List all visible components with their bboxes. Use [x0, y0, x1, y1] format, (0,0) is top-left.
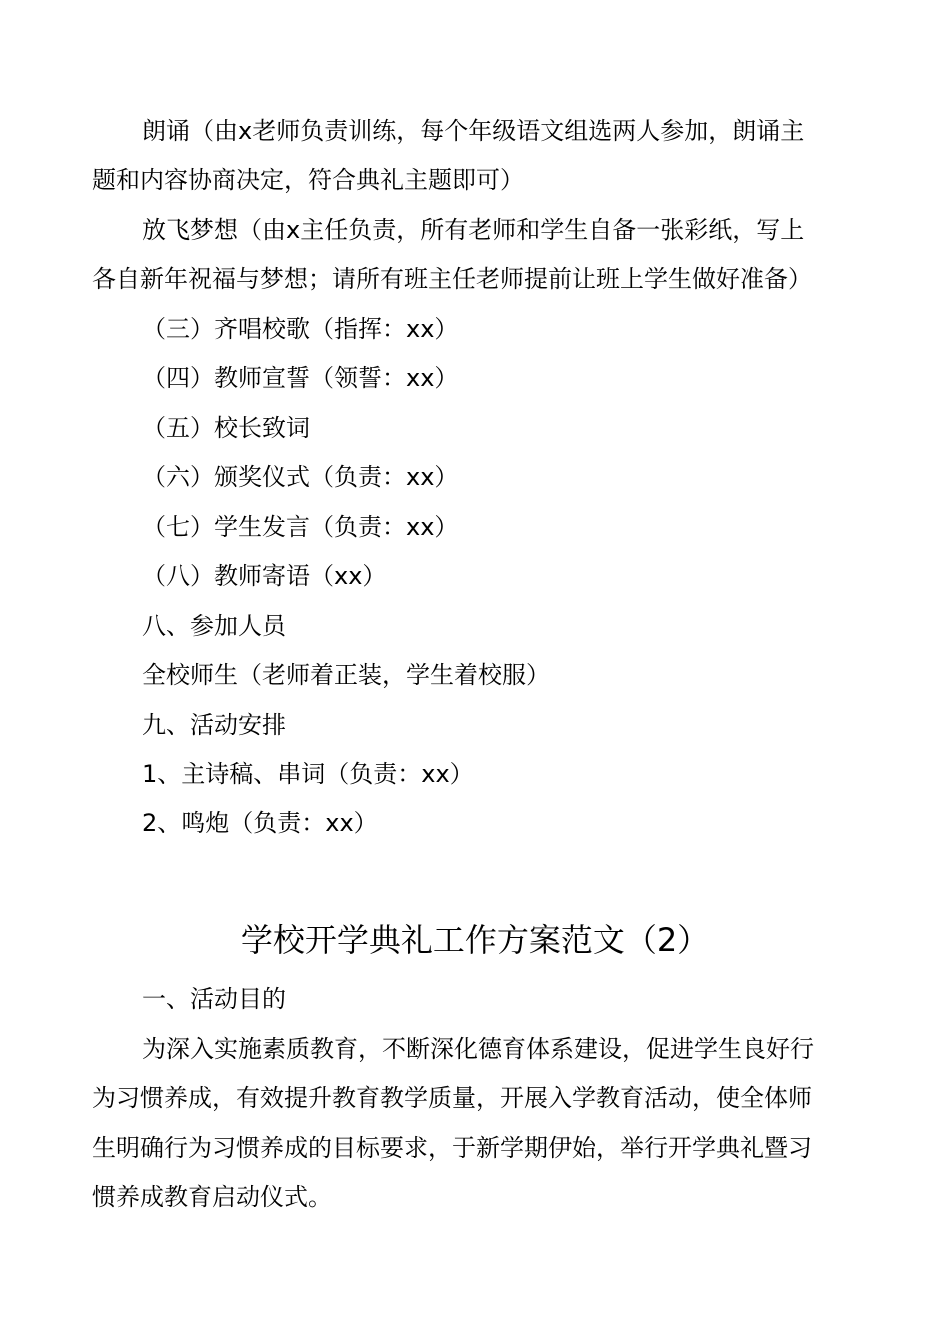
purpose-paragraph-line: 惯养成教育启动仪式。 [92, 1183, 332, 1211]
list-item: （六）颁奖仪式（负责：xx） [142, 463, 459, 491]
document-title: 学校开学典礼工作方案范文（2） [240, 921, 710, 959]
list-item: （八）教师寄语（xx） [142, 562, 387, 590]
participants-text: 全校师生（老师着正装，学生着校服） [142, 661, 550, 689]
dream-line-2: 各自新年祝福与梦想；请所有班主任老师提前让班上学生做好准备） [92, 265, 812, 293]
list-item: 1、主诗稿、串词（负责：xx） [142, 760, 474, 788]
purpose-paragraph-line: 生明确行为习惯养成的目标要求，于新学期伊始，举行开学典礼暨习 [92, 1134, 812, 1162]
section-heading-participants: 八、参加人员 [142, 612, 286, 640]
list-item: （七）学生发言（负责：xx） [142, 513, 459, 541]
purpose-paragraph-line: 为深入实施素质教育，不断深化德育体系建设，促进学生良好行 [142, 1035, 814, 1063]
list-item: （三）齐唱校歌（指挥：xx） [142, 315, 459, 343]
list-item: （五）校长致词 [142, 414, 310, 442]
dream-line-1: 放飞梦想（由x主任负责，所有老师和学生自备一张彩纸，写上 [142, 216, 805, 244]
section-heading-purpose: 一、活动目的 [142, 985, 286, 1013]
list-item: 2、鸣炮（负责：xx） [142, 809, 378, 837]
recitation-line-1: 朗诵（由x老师负责训练，每个年级语文组选两人参加，朗诵主 [142, 117, 805, 145]
section-heading-arrangement: 九、活动安排 [142, 711, 286, 739]
recitation-line-2: 题和内容协商决定，符合典礼主题即可） [92, 166, 524, 194]
list-item: （四）教师宣誓（领誓：xx） [142, 364, 459, 392]
purpose-paragraph-line: 为习惯养成，有效提升教育教学质量，开展入学教育活动，使全体师 [92, 1084, 812, 1112]
